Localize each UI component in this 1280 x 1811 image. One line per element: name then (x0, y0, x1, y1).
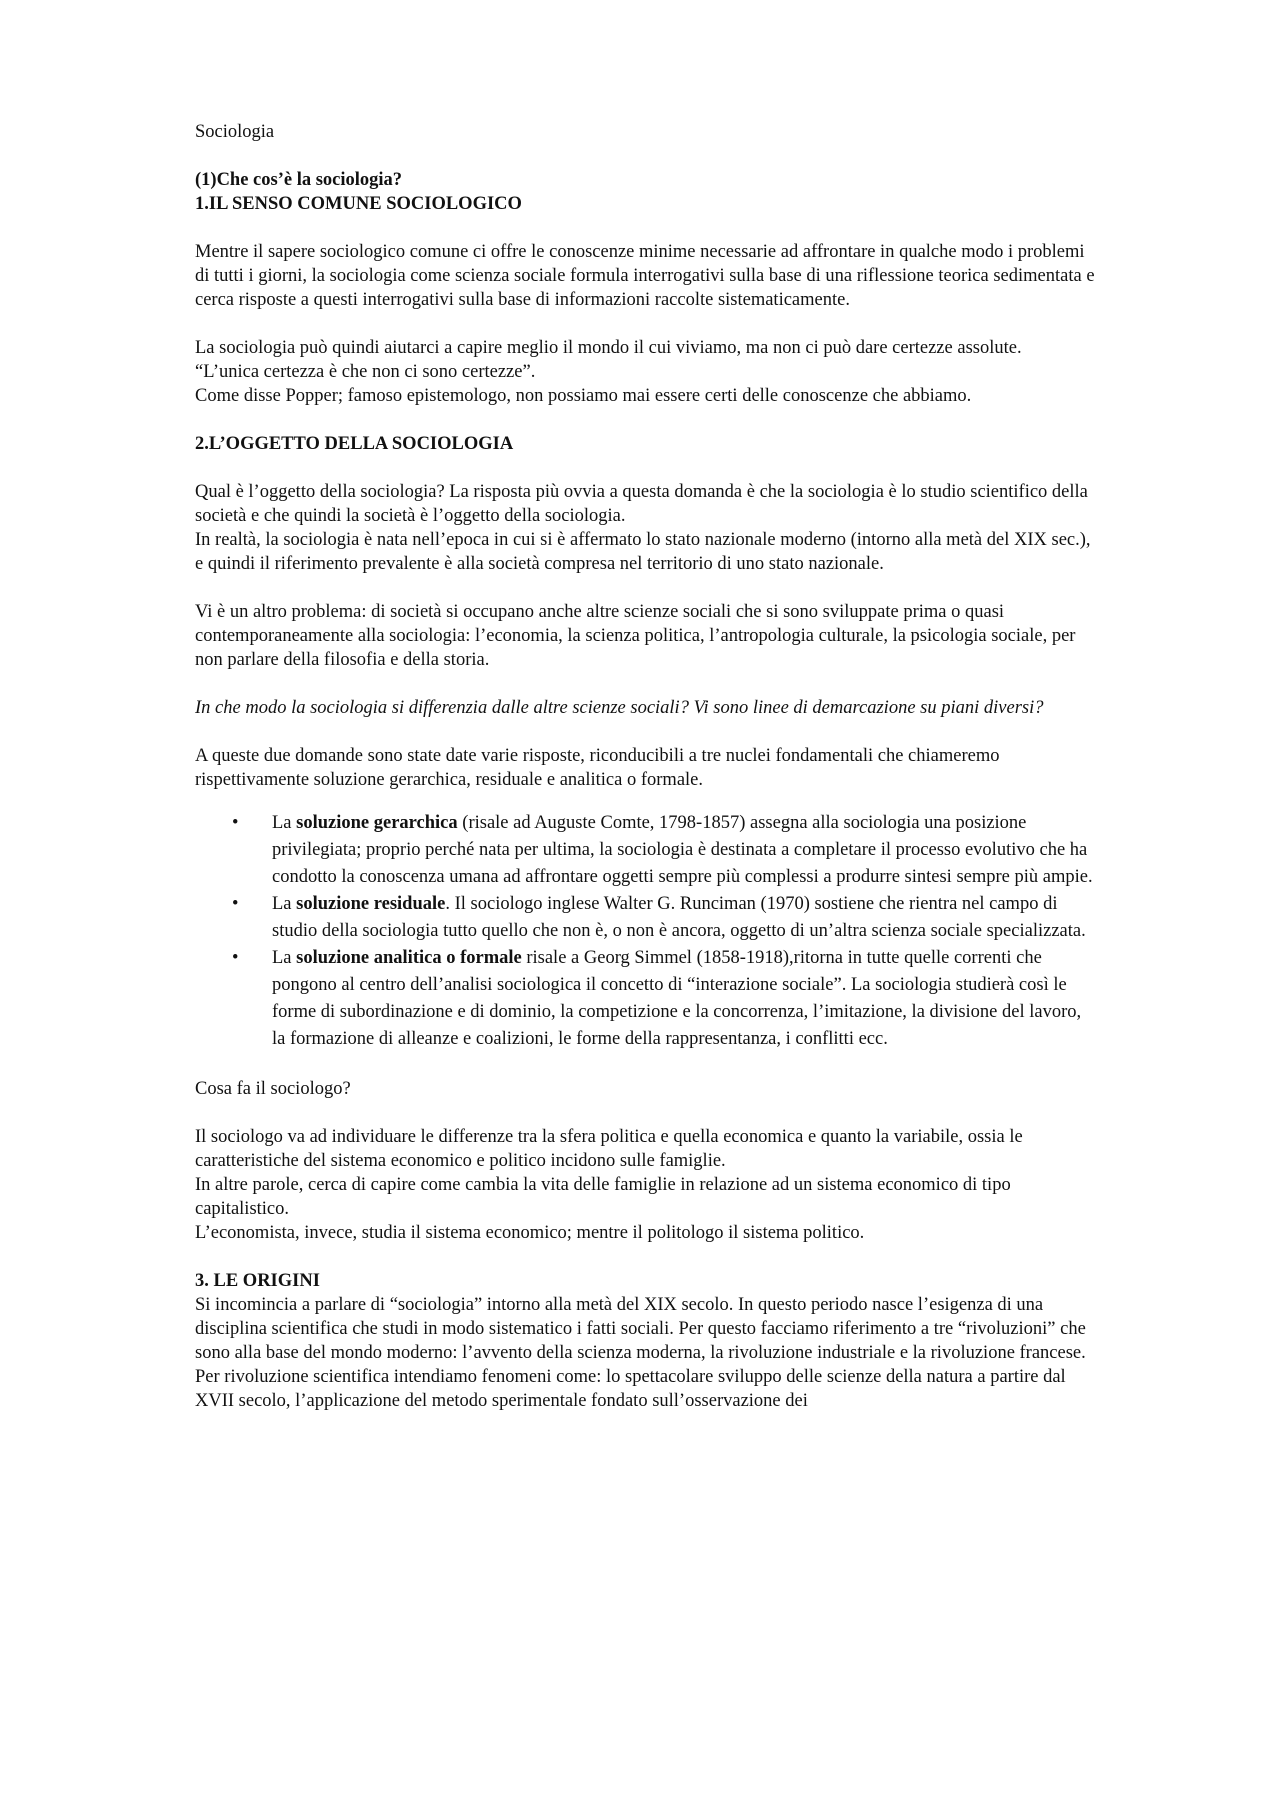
paragraph-stato-nazionale: In realtà, la sociologia è nata nell’epoca in cui si è affermato lo stato nazionale moderno (intorno alla metà del XIX sec.), e quindi il riferimento prevalente è alla società compresa nel territorio di uno stato nazionale. (195, 530, 1091, 574)
paragraph-sociologo: Il sociologo va ad individuare le differenze tra la sfera politica e quella economica e quanto la variabile, ossia le caratteristiche del sistema economico e politico incidono sulle famiglie. (195, 1127, 1023, 1171)
italic-question-demarcazione: In che modo la sociologia si differenzia dalle altre scienze sociali? Vi sono linee di demarcazione su piani diversi? (195, 698, 1044, 718)
paragraph-tre-nuclei: A queste due domande sono state date varie risposte, riconducibili a tre nuclei fondamentali che chiameremo rispettivamente soluzione gerarchica, residuale e analitica o formale. (195, 746, 1000, 790)
paragraph-rivoluzione-scientifica: Per rivoluzione scientifica intendiamo fenomeni come: lo spettacolare sviluppo delle scienze della natura a partire dal XVII secolo, l’applicazione del metodo sperimentale fondato sull’osservazione dei (195, 1367, 1066, 1411)
quote-unica-certezza: “L’unica certezza è che non ci sono certezze”. (195, 362, 536, 382)
bullet-icon: • (232, 894, 239, 914)
document-page (195, 120, 1095, 1413)
heading-le-origini: 3. LE ORIGINI (195, 1271, 320, 1291)
paragraph-famiglie: In altre parole, cerca di capire come cambia la vita delle famiglie in relazione ad un sistema economico di tipo capitalistico. (195, 1175, 1011, 1219)
paragraph-economista: L’economista, invece, studia il sistema economico; mentre il politologo il sistema politico. (195, 1223, 865, 1243)
question-what-is-sociology: (1)Che cos’è la sociologia? (195, 170, 403, 190)
term-soluzione-residuale: soluzione residuale (296, 894, 446, 914)
paragraph-altre-scienze: Vi è un altro problema: di società si occupano anche altre scienze sociali che si sono sviluppate prima o quasi contemporaneamente alla sociologia: l’economia, la scienza politica, l’antropologia culturale, la psicologia sociale, per non parlare della filosofia e della storia. (195, 602, 1076, 670)
term-soluzione-gerarchica: soluzione gerarchica (296, 813, 458, 833)
paragraph-sapere-sociologico: Mentre il sapere sociologico comune ci offre le conoscenze minime necessarie ad affrontare in qualche modo i problemi di tutti i giorni, la sociologia come scienza sociale formula interrogativi sulla base di una riflessione teorica sedimentata e cerca risposte a questi interrogativi sulla base di informazioni raccolte sistematicamente. (195, 242, 1095, 310)
paragraph-popper: Come disse Popper; famoso epistemologo, non possiamo mai essere certi delle conoscenze che abbiamo. (195, 386, 972, 406)
list-item: • La soluzione analitica o formale risale a Georg Simmel (1858-1918),ritorna in tutte quelle correnti che pongono al centro dell’analisi sociologica il concetto di “interazione sociale”. La sociologia studierà così le forme di subordinazione e di dominio, la competizione e la concorrenza, l’imitazione, la divisione del lavoro, la formazione di alleanze e coalizioni, le forme della rappresentanza, i conflitti ecc. (272, 945, 1095, 1053)
paragraph-certezze: La sociologia può quindi aiutarci a capire meglio il mondo il cui viviamo, ma non ci può dare certezze assolute. (195, 338, 1022, 358)
heading-oggetto-sociologia: 2.L’OGGETTO DELLA SOCIOLOGIA (195, 434, 514, 454)
paragraph-origini: Si incomincia a parlare di “sociologia” intorno alla metà del XIX secolo. In questo periodo nasce l’esigenza di una disciplina scientifica che studi in modo sistematico i fatti sociali. Per questo facciamo riferimento a tre “rivoluzioni” che sono alla base del mondo moderno: l’avvento della scienza moderna, la rivoluzione industriale e la rivoluzione francese. (195, 1295, 1086, 1363)
list-item: • La soluzione residuale. Il sociologo inglese Walter G. Runciman (1970) sostiene che rientra nel campo di studio della sociologia tutto quello che non è, o non è ancora, oggetto di un’altra scienza sociale specializzata. (272, 891, 1095, 945)
bullet-icon: • (232, 948, 239, 968)
paragraph-oggetto: Qual è l’oggetto della sociologia? La risposta più ovvia a questa domanda è che la sociologia è lo studio scientifico della società e che quindi la società è l’oggetto della sociologia. (195, 482, 1088, 526)
term-soluzione-analitica: soluzione analitica o formale (296, 948, 522, 968)
list-item: • La soluzione gerarchica (risale ad Auguste Comte, 1798-1857) assegna alla sociologia una posizione privilegiata; proprio perché nata per ultima, la sociologia è destinata a completare il processo evolutivo che ha condotto la conoscenza umana ad affrontare oggetti sempre più complessi a produrre sintesi sempre più ampie. (272, 810, 1095, 891)
document-title: Sociologia (195, 122, 275, 142)
solutions-list (195, 810, 1095, 1053)
bullet-icon: • (232, 813, 239, 833)
question-cosa-fa-sociologo: Cosa fa il sociologo? (195, 1079, 351, 1099)
heading-senso-comune: 1.IL SENSO COMUNE SOCIOLOGICO (195, 194, 522, 214)
